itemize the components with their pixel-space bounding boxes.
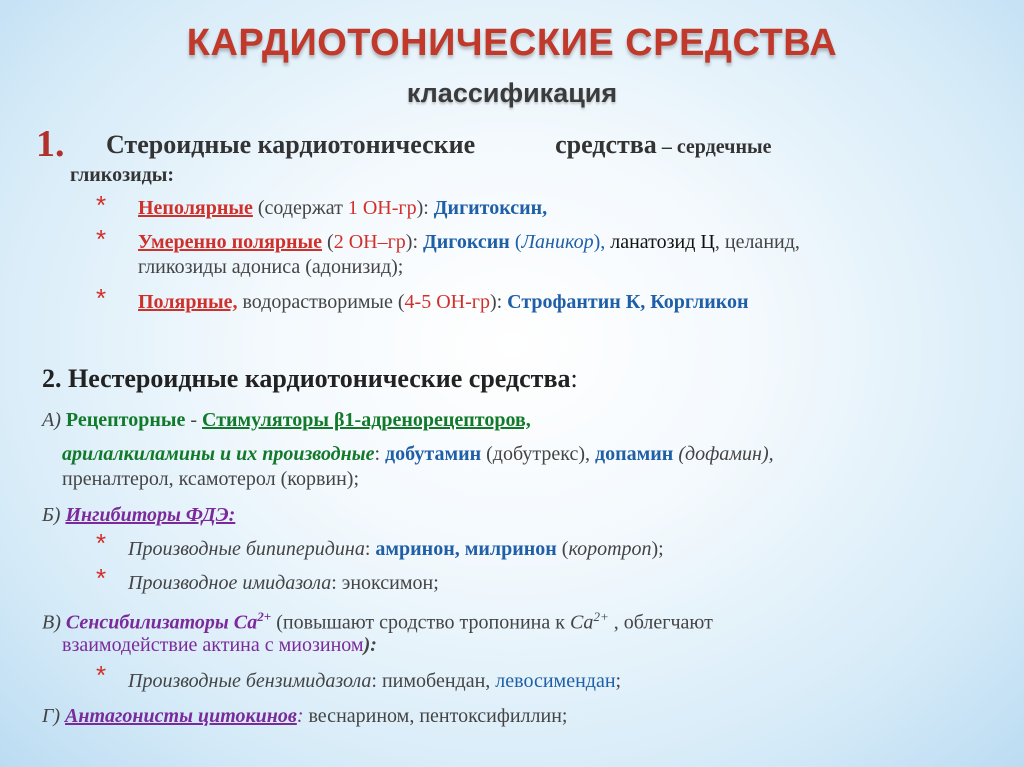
bullet-star-icon: *: [96, 528, 107, 558]
s2-item-a: А) Рецепторные - Стимуляторы β1-адренорецепторов,: [42, 409, 531, 431]
slide-subtitle: классификация: [406, 78, 618, 108]
s2-item-d: Г) Антагонисты цитокинов: веснарином, пентоксифиллин;: [42, 705, 568, 727]
bullet-star-icon: *: [96, 224, 107, 254]
s1-bullet-moderate: Умеренно полярные (2 ОН–гр): Дигоксин (Ланикор), ланатозид Ц, целанид,: [138, 231, 800, 253]
slide-title: КАРДИОТОНИЧЕСКИЕ СРЕДСТВА: [186, 22, 838, 64]
section-1-number: 1.: [36, 123, 65, 165]
s2-item-a-line2: арилалкиламины и их производные: добутамин (добутрекс), допамин (дофамин),: [62, 443, 774, 465]
bullet-star-icon: *: [96, 190, 107, 220]
section-1-heading: Стероидные кардиотонические средства – сердечные: [106, 130, 772, 159]
s1-bullet-moderate-line2: гликозиды адониса (адонизид);: [138, 256, 404, 278]
bullet-star-icon: *: [96, 660, 107, 690]
s2-item-c-bullet1: Производные бензимидазола: пимобендан, левосимендан;: [128, 670, 622, 692]
s1-bullet-nonpolar: Неполярные (содержат 1 ОН-гр): Дигитоксин,: [138, 197, 548, 219]
s2-item-b: Б) Ингибиторы ФДЭ:: [42, 504, 236, 526]
s2-item-b-bullet2: Производное имидазола: эноксимон;: [128, 572, 439, 594]
bullet-star-icon: *: [96, 283, 107, 313]
s1-bullet-polar: Полярные, водорастворимые (4-5 ОН-гр): Строфантин К, Коргликон: [138, 291, 749, 313]
s2-item-b-bullet1: Производные бипиперидина: амринон, милринон (коротроп);: [128, 538, 664, 560]
section-1-heading-cont: гликозиды:: [70, 164, 175, 186]
section-2-heading: 2. Нестероидные кардиотонические средства:: [42, 364, 578, 393]
s2-item-c-line2: взаимодействие актина с миозином):: [62, 634, 377, 656]
s2-item-a-line3: преналтерол, ксамотерол (корвин);: [62, 468, 360, 490]
bullet-star-icon: *: [96, 563, 107, 593]
s2-item-c: В) Сенсибилизаторы $Са^{2+}$ (повышают сродство тропонина к $Са^{2+}$ , облегчают: [42, 609, 713, 634]
